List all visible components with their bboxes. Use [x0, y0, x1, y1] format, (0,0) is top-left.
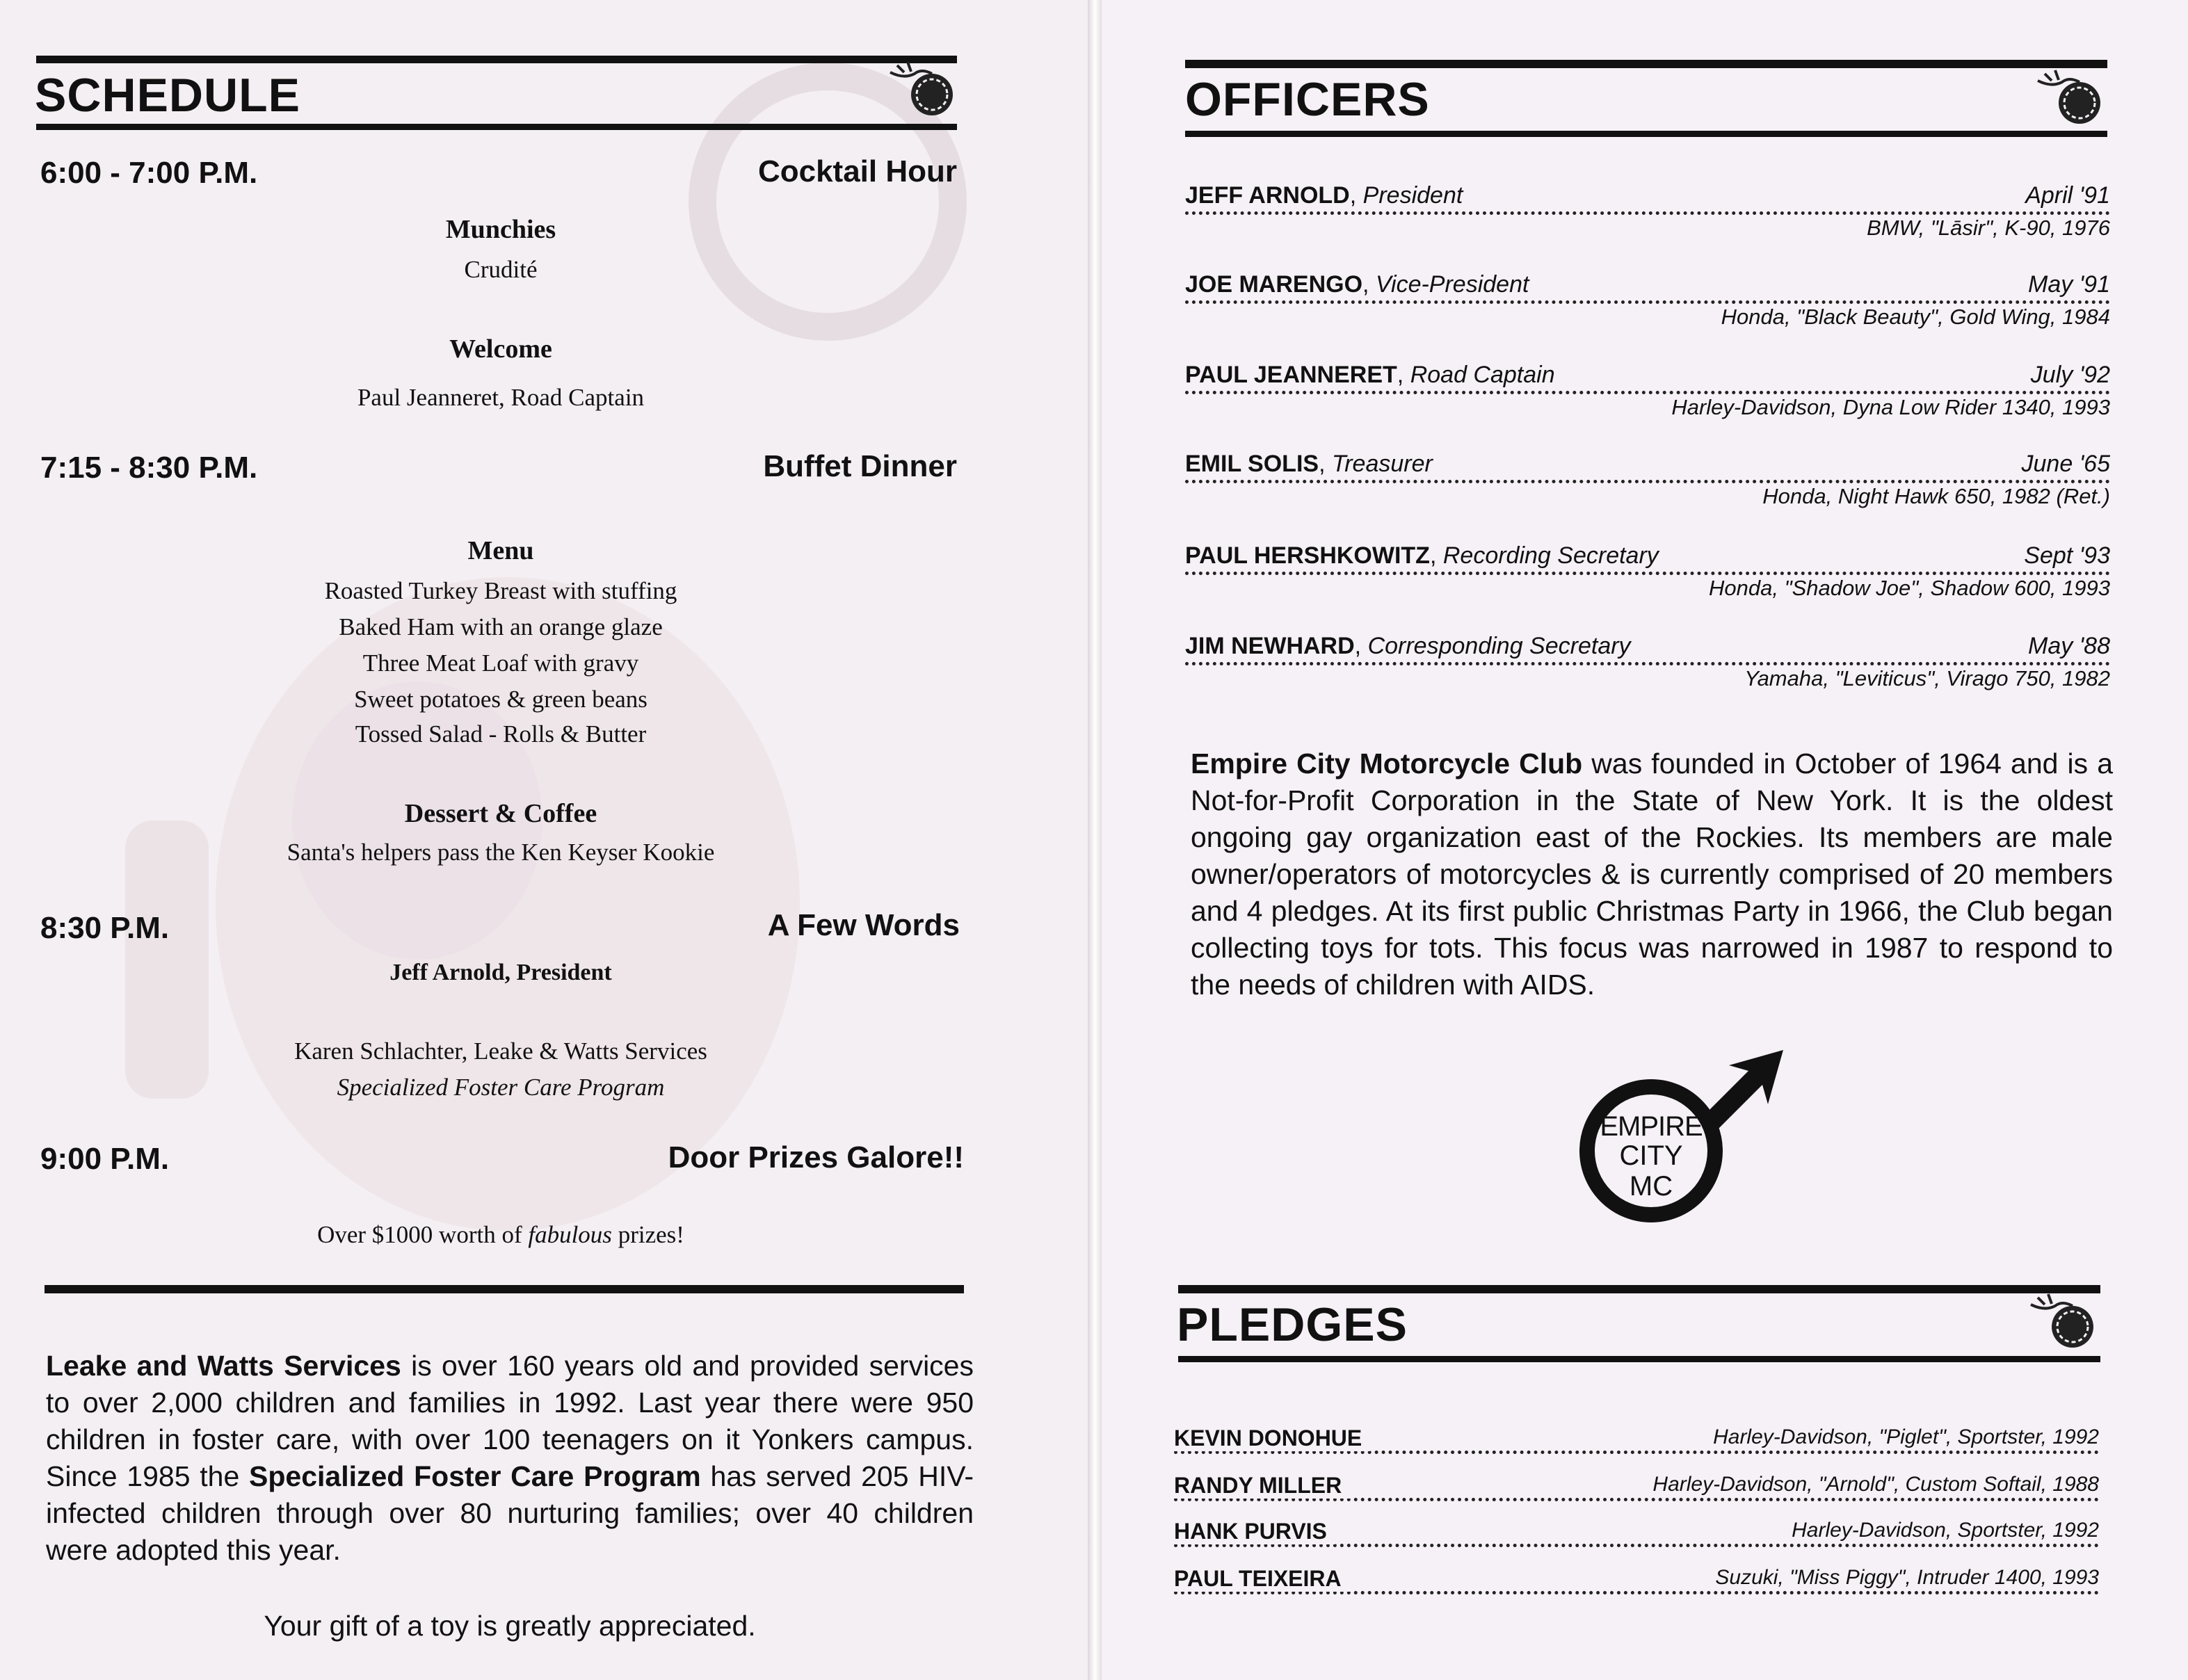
officer-entry: JIM NEWHARD, Corresponding Secretary May '88 Yamaha, "Leviticus", Virago 750, 1982: [1185, 633, 2110, 690]
welcome-speaker: Paul Jeanneret, Road Captain: [357, 384, 645, 411]
schedule-time-4: 9:00 P.M.: [40, 1142, 170, 1176]
officer-entry: EMIL SOLIS, Treasurer June '65 Honda, Night Hawk 650, 1982 (Ret.): [1185, 451, 2110, 508]
dessert-heading: Dessert & Coffee: [404, 799, 597, 828]
pledges-bottom-rule: [1178, 1356, 2100, 1362]
schedule-time-3: 8:30 P.M.: [40, 911, 170, 945]
menu-item: Roasted Turkey Breast with stuffing: [324, 577, 677, 604]
logo-text-mc: MC: [1629, 1171, 1673, 1202]
words-speaker-2: Karen Schlachter, Leake & Watts Services: [294, 1037, 707, 1065]
munchies-item: Crudité: [464, 256, 538, 283]
officers-title: OFFICERS: [1185, 73, 1430, 126]
words-speaker-1: Jeff Arnold, President: [389, 960, 612, 985]
menu-item: Sweet potatoes & green beans: [354, 686, 647, 713]
menu-item: Three Meat Loaf with gravy: [362, 649, 639, 677]
schedule-event-1: Cocktail Hour: [757, 154, 957, 188]
schedule-event-2: Buffet Dinner: [763, 449, 957, 483]
club-history-paragraph: Empire City Motorcycle Club was founded in October of 1964 and is a Not-for-Profit Corporation in the State of New York. It is the oldest ongoing gay organization east of the Rockies. Its members are male owner/operators of motorcycles & is currently comprised of 20 members and 4 pledges. At its first public Christmas Party in 1966, the Club began collecting toys for tots. This focus was narrowed in 1987 to respond to the needs of children with AIDS.: [1191, 748, 2114, 1001]
pledges-title: PLEDGES: [1177, 1298, 1408, 1351]
schedule-event-4: Door Prizes Galore!!: [668, 1140, 964, 1174]
officers-panel: [1102, 0, 2188, 1680]
pledge-entry: HANK PURVIS Harley-Davidson, Sportster, 1992: [1174, 1519, 2099, 1549]
logo-text-city: CITY: [1619, 1140, 1683, 1171]
munchies-heading: Munchies: [445, 215, 556, 244]
menu-item: Baked Ham with an orange glaze: [339, 613, 663, 640]
officer-entry: JEFF ARNOLD, President April '91 BMW, "Lāsir", K-90, 1976: [1185, 182, 2110, 240]
pledges-top-rule: [1178, 1285, 2100, 1293]
foster-care-program: Specialized Foster Care Program: [337, 1074, 665, 1101]
leake-watts-paragraph: Leake and Watts Services is over 160 years old and provided services to over 2,000 children and families in 1992. Last year there were 950 children in foster care, with over 100 teenagers on it Yonkers campus. Since 1985 the Specialized Foster Care Program has served 205 HIV-infected children through over 80 nurturing families; over 40 children were adopted this year.: [46, 1350, 974, 1566]
schedule-bottom-rule: [36, 124, 957, 130]
menu-heading: Menu: [467, 536, 534, 565]
schedule-event-3: A Few Words: [767, 908, 960, 942]
fold-crease: [1088, 0, 1102, 1680]
prizes-note: Over $1000 worth of fabulous prizes!: [317, 1221, 684, 1248]
officers-top-rule: [1185, 60, 2107, 68]
leake-rule: [45, 1285, 964, 1293]
schedule-time-1: 6:00 - 7:00 P.M.: [40, 156, 258, 190]
schedule-panel: [0, 0, 1088, 1680]
logo-text-empire: EMPIRE: [1600, 1111, 1703, 1142]
menu-item: Tossed Salad - Rolls & Butter: [355, 720, 647, 748]
pledge-entry: KEVIN DONOHUE Harley-Davidson, "Piglet", Sportster, 1992: [1174, 1425, 2099, 1456]
officer-entry: JOE MARENGO, Vice-President May '91 Honda, "Black Beauty", Gold Wing, 1984: [1185, 271, 2110, 329]
officer-entry: PAUL JEANNERET, Road Captain July '92 Harley-Davidson, Dyna Low Rider 1340, 1993: [1185, 362, 2110, 419]
schedule-title: SCHEDULE: [35, 69, 301, 122]
schedule-time-2: 7:15 - 8:30 P.M.: [40, 451, 258, 485]
christmas-ornament-icon: [2024, 1291, 2100, 1353]
officers-bottom-rule: [1185, 131, 2107, 137]
welcome-heading: Welcome: [449, 334, 552, 364]
christmas-ornament-icon: [2031, 67, 2107, 129]
officer-entry: PAUL HERSHKOWITZ, Recording Secretary Sept '93 Honda, "Shadow Joe", Shadow 600, 1993: [1185, 542, 2110, 600]
christmas-ornament-icon: [883, 58, 960, 121]
pledge-entry: RANDY MILLER Harley-Davidson, "Arnold", Custom Softail, 1988: [1174, 1473, 2099, 1503]
pledge-entry: PAUL TEIXEIRA Suzuki, "Miss Piggy", Intruder 1400, 1993: [1174, 1566, 2099, 1597]
dessert-item: Santa's helpers pass the Ken Keyser Kookie: [287, 839, 715, 866]
schedule-top-rule: [36, 56, 957, 63]
closing-line: Your gift of a toy is greatly appreciated.: [264, 1610, 756, 1642]
